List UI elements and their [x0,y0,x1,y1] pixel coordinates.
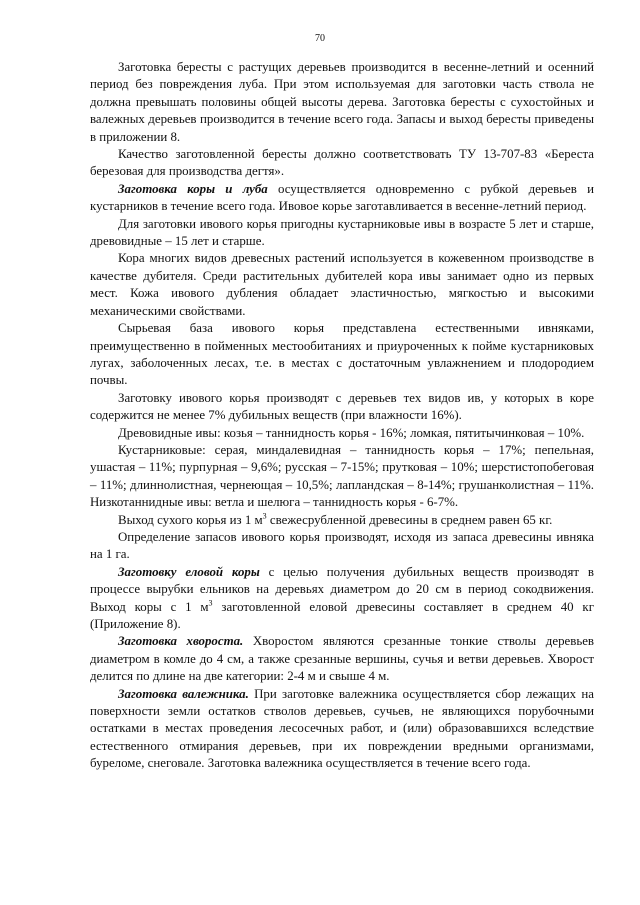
paragraph-deadwood [90,686,594,773]
term-deadwood: Заготовка валежника. [118,686,249,701]
body-text [90,59,594,773]
paragraph-tanning: Кора многих видов древесных растений используется в кожевенном производстве в качестве дубителя. Среди растительных дубителей кора ивы занимает одно из первых мест. Кожа ивового дубления обладает эластичностью, мягкостью и высокими механическими свойствами. [90,251,594,318]
paragraph-text: с целью получения дубильных веществ производят в процессе вырубки ельников на деревьях диаметром до 20 см в период сокодвижения. Выход коры с 1 м [90,564,594,614]
paragraph-willow-age: Для заготовки ивового корья пригодны кустарниковые ивы в возрасте 5 лет и старше, древовидные – 15 лет и старше. [90,216,594,249]
page-number: 70 [315,33,325,44]
superscript-3: 3 [262,511,267,521]
paragraph-text: Хворостом являются срезанные тонкие стволы деревьев диаметром в комле до 4 см, а также срезанные вершины, сучья и ветви деревьев. Хворост делится по длине на две категории: 2-4 м и свыше 4 м. [90,634,595,684]
paragraph-shrub-willows: Кустарниковые: серая, миндалевидная – таннидность корья – 17%; пепельная, ушастая – 11%; пурпурная – 9,6%; русская – 7-15%; прутковая – 10%; шерстистопобеговая – 11%; длиннолистная, чернеющая – 10,5%; лапландская – 8-14%; грушанколистная – 11%. Низкотаннидные ивы: ветла и шелюга – таннидность корья - 6-7%. [90,442,594,510]
term-bark-bast: Заготовка коры и луба [118,181,268,196]
paragraph-text: свежесрубленной древесины в среднем равен 65 кг. [266,512,553,527]
paragraph-bark-yield [90,512,594,529]
paragraph-text: заготовленной еловой древесины составляет в среднем 40 кг (Приложение 8). [90,599,594,631]
paragraph-text: осуществляется одновременно с рубкой деревьев и кустарников в течение всего года. Ивовое корье заготавливается в весенне-летний период. [90,181,594,214]
superscript-3: 3 [208,598,213,608]
paragraph-brushwood [90,633,594,685]
term-brushwood: Заготовка хвороста. [118,634,244,649]
paragraph-tannin-content: Заготовку ивового корья производят с деревьев тех видов ив, у которых в коре содержится не менее 7% дубильных веществ (при влажности 16%). [90,390,594,423]
term-spruce-bark: Заготовку еловой коры [118,564,260,579]
paragraph-raw-material-base: Сырьевая база ивового корья представлена естественными ивняками, преимущественно в пойменных местообитаниях и приуроченных к пойме кустарниковых лугах, заболоченных лесах, т.е. в местах с достаточным увлажнением и плодородием почвы. [90,321,594,388]
paragraph-spruce-bark [90,564,594,634]
paragraph-birch-bark-quality: Качество заготовленной бересты должно соответствовать ТУ 13-707-83 «Береста березовая для производства дегтя». [90,147,594,179]
paragraph-birch-bark-harvest: Заготовка бересты с растущих деревьев производится в весенне-летний и осенний период без повреждения луба. При этом используемая для заготовки часть ствола не должна превышать половины общей высоты дерева. Заготовка бересты с сухостойных и валежных деревьев производится в течение всего года. Запасы и выход бересты приведены в приложении 8. [90,60,594,144]
paragraph-text: Выход сухого корья из 1 м [118,512,263,527]
paragraph-tree-willows: Древовидные ивы: козья – таннидность корья - 16%; ломкая, пятитычинковая – 10%. [118,425,585,440]
paragraph-bark-bast-harvest [90,181,594,216]
paragraph-text: При заготовке валежника осуществляется сбор лежащих на поверхности земли остатков стволов деревьев, сучьев, не являющихся порубочными остатками в местах проведения лесосечных работ, и (или) образовавшихся вследствие естественного отмирания деревьев, при их повреждении вредными организмами, буреломе, снеговале. Заготовка валежника осуществляется в течение всего года. [90,686,594,771]
paragraph-stock-estimation: Определение запасов ивового корья производят, исходя из запаса древесины ивняка на 1 га. [90,529,594,562]
